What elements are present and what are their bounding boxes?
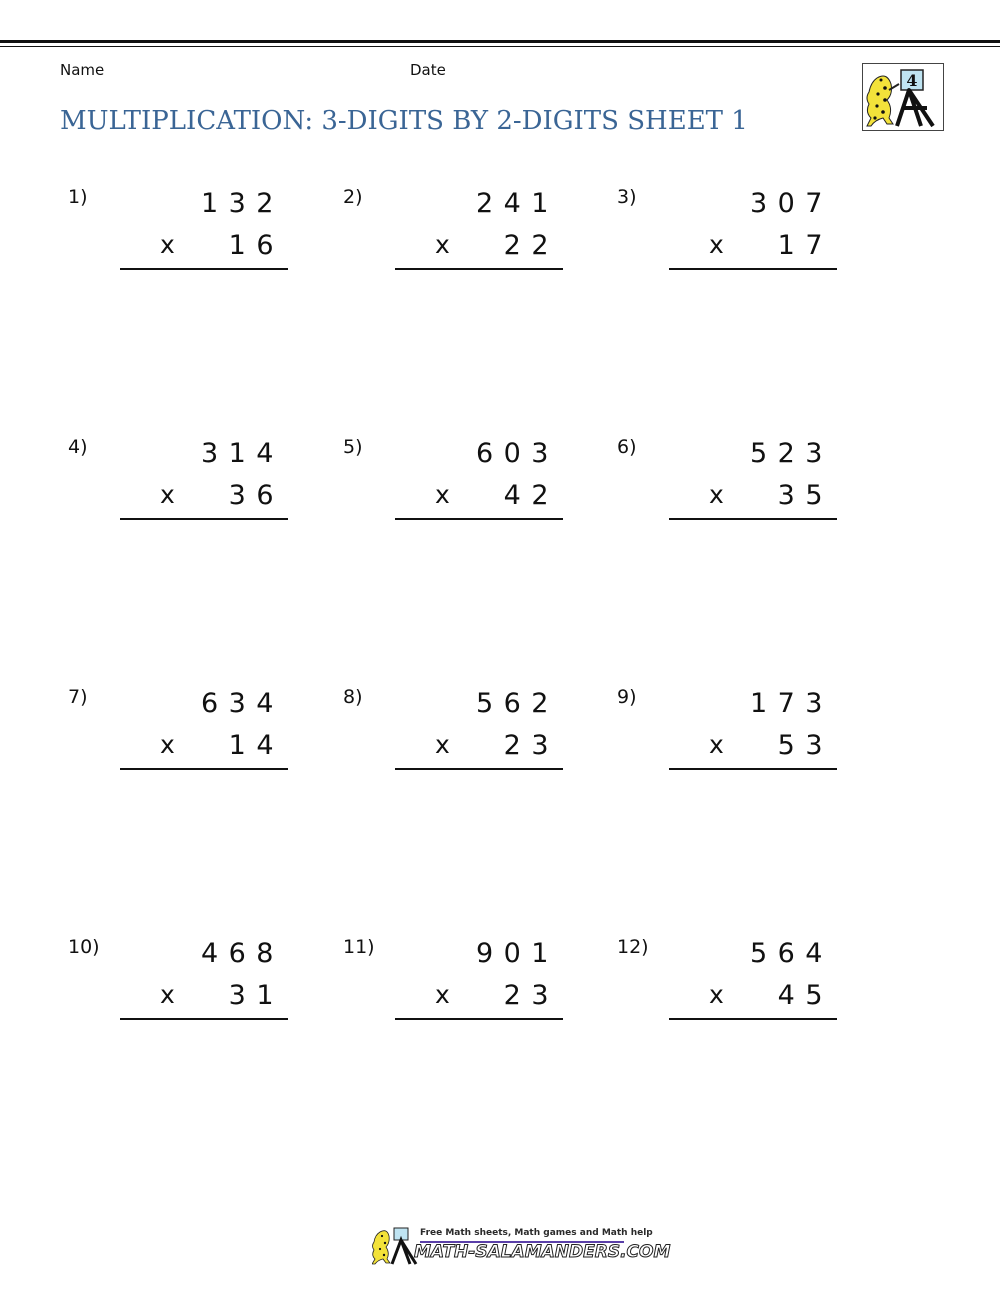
multiplier-row (160, 230, 284, 266)
multiply-sign: x (435, 230, 450, 259)
footer-salamander-icon (372, 1224, 418, 1266)
answer-line (395, 1018, 563, 1020)
multiplier-row (160, 980, 284, 1016)
multiply-sign: x (435, 980, 450, 1009)
multiplier-row (435, 730, 559, 766)
problem-number: 10) (68, 936, 100, 958)
problem-1 (60, 186, 300, 286)
multiply-sign: x (160, 980, 175, 1009)
problem-number: 11) (343, 936, 375, 958)
multiplier-row (435, 480, 559, 516)
name-label: Name (60, 61, 105, 79)
problem-2 (335, 186, 575, 286)
answer-line (395, 768, 563, 770)
problem-number: 7) (68, 686, 88, 708)
problem-10 (60, 936, 300, 1036)
problem-11 (335, 936, 575, 1036)
answer-line (395, 268, 563, 270)
multiplier-row (709, 980, 833, 1016)
answer-line (669, 518, 837, 520)
problem-number: 9) (617, 686, 637, 708)
problem-number: 5) (343, 436, 363, 458)
multiplier: 42 (503, 480, 559, 511)
problem-7 (60, 686, 300, 786)
multiply-sign: x (160, 480, 175, 509)
multiplier: 23 (503, 730, 559, 761)
multiply-sign: x (709, 480, 724, 509)
answer-line (669, 268, 837, 270)
problem-number: 2) (343, 186, 363, 208)
multiply-sign: x (709, 230, 724, 259)
worksheet-title: MULTIPLICATION: 3-DIGITS BY 2-DIGITS SHEET 1 (60, 106, 748, 136)
answer-line (120, 1018, 288, 1020)
footer-tagline: Free Math sheets, Math games and Math help (420, 1228, 653, 1238)
multiplier-row (160, 730, 284, 766)
multiplicand: 307 (749, 188, 833, 219)
multiplier-row (709, 480, 833, 516)
answer-line (669, 1018, 837, 1020)
multiplier: 14 (228, 730, 284, 761)
answer-line (120, 768, 288, 770)
multiplicand: 523 (749, 438, 833, 469)
problem-number: 4) (68, 436, 88, 458)
multiplier-row (709, 230, 833, 266)
multiplicand: 132 (200, 188, 284, 219)
multiplier: 22 (503, 230, 559, 261)
multiplier: 36 (228, 480, 284, 511)
multiplicand: 173 (749, 688, 833, 719)
problem-number: 3) (617, 186, 637, 208)
multiply-sign: x (160, 730, 175, 759)
problem-4 (60, 436, 300, 536)
multiplicand: 901 (475, 938, 559, 969)
multiplier: 31 (228, 980, 284, 1011)
multiply-sign: x (709, 730, 724, 759)
answer-line (669, 768, 837, 770)
multiplier-row (435, 230, 559, 266)
answer-line (120, 268, 288, 270)
footer-site-name: MATH-SALAMANDERS.COM (414, 1242, 671, 1262)
salamander-logo (862, 63, 944, 131)
problem-number: 12) (617, 936, 649, 958)
problem-9 (609, 686, 849, 786)
top-border-thin (0, 46, 1000, 47)
multiplicand: 603 (475, 438, 559, 469)
multiply-sign: x (709, 980, 724, 1009)
multiplier-row (435, 980, 559, 1016)
multiplicand: 564 (749, 938, 833, 969)
answer-line (120, 518, 288, 520)
problem-number: 6) (617, 436, 637, 458)
multiplicand: 562 (475, 688, 559, 719)
problem-6 (609, 436, 849, 536)
multiply-sign: x (435, 480, 450, 509)
multiplicand: 314 (200, 438, 284, 469)
multiplier: 16 (228, 230, 284, 261)
multiply-sign: x (435, 730, 450, 759)
date-label: Date (410, 61, 446, 79)
multiplier: 53 (777, 730, 833, 761)
multiplier: 45 (777, 980, 833, 1011)
multiplier: 17 (777, 230, 833, 261)
problem-number: 8) (343, 686, 363, 708)
footer-branding (372, 1224, 671, 1266)
multiplicand: 241 (475, 188, 559, 219)
problem-5 (335, 436, 575, 536)
multiplier: 35 (777, 480, 833, 511)
problem-8 (335, 686, 575, 786)
multiplier-row (709, 730, 833, 766)
answer-line (395, 518, 563, 520)
top-border-thick (0, 40, 1000, 43)
multiplicand: 468 (200, 938, 284, 969)
multiply-sign: x (160, 230, 175, 259)
multiplier-row (160, 480, 284, 516)
logo-badge-number: 4 (906, 71, 918, 90)
multiplier: 23 (503, 980, 559, 1011)
problem-number: 1) (68, 186, 88, 208)
problem-12 (609, 936, 849, 1036)
multiplicand: 634 (200, 688, 284, 719)
problem-3 (609, 186, 849, 286)
